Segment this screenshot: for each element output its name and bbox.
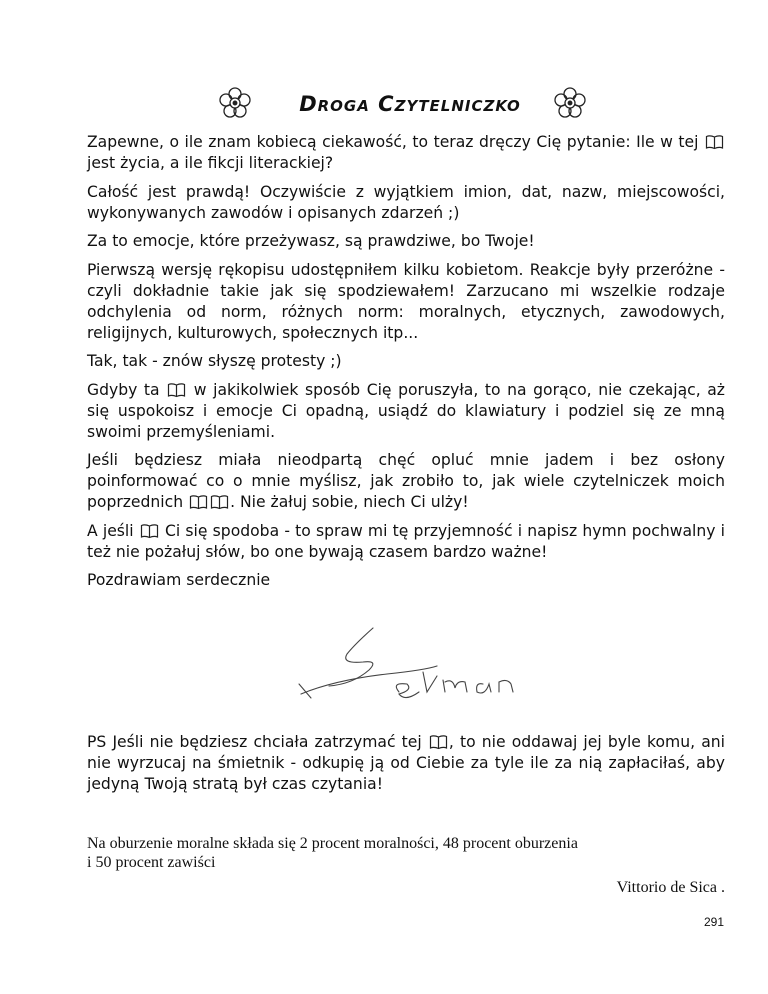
handwritten-signature bbox=[295, 622, 520, 718]
paragraph-text: Jeśli będziesz miała nieodpartą chęć opluć mnie jadem i bez osłony poinformować co o mnie myślisz, jak zrobiło to, jak wiele czytelniczek moich poprzednich bbox=[87, 451, 725, 511]
open-book-icon bbox=[167, 382, 186, 398]
closing-greeting: Pozdrawiam serdecznie bbox=[87, 571, 271, 589]
paragraph-text: Gdyby ta bbox=[87, 380, 160, 399]
paragraph-text: A jeśli bbox=[87, 521, 134, 540]
open-book-icon bbox=[140, 523, 159, 539]
paragraph-4: Pierwszą wersję rękopisu udostępniłem kilku kobietom. Reakcje były przeróżne - czyli dokładnie takie jak się spodziewałem! Zarzucano mi wszelkie rodzaje odchylenia od norm, różnych norm: moralnych, etycznych, zawodowych, religijnych, kulturowych, społecznych itp... bbox=[87, 260, 725, 342]
postscript-text: PS Jeśli nie będziesz chciała zatrzymać tej bbox=[87, 733, 422, 751]
paragraph-5: Tak, tak - znów słyszę protesty ;) bbox=[87, 352, 342, 370]
paragraph-2: Całość jest prawdą! Oczywiście z wyjątkiem imion, dat, nazw, miejscowości, wykonywanych zawodów i opisanych zdarzeń ;) bbox=[87, 182, 725, 222]
paragraph-1 bbox=[87, 132, 725, 174]
open-book-icon bbox=[429, 734, 448, 750]
page-number: 291 bbox=[703, 915, 724, 929]
quote-author: Vittorio de Sica . bbox=[616, 879, 725, 896]
paragraph-text: Ci się spodoba - to spraw mi tę przyjemność i napisz hymn pochwalny i też nie pożałuj słów, bo one bywają czasem bardzo ważne! bbox=[87, 521, 725, 561]
quote-block bbox=[87, 834, 727, 872]
quote-line: i 50 procent zawiści bbox=[87, 854, 216, 871]
paragraph-text: w jakikolwiek sposób Cię poruszyła, to na gorąco, nie czekając, aż się uspokoisz i emocje Ci opadną, usiądź do klawiatury i podziel się ze mną swoimi przemyśleniami. bbox=[87, 380, 725, 441]
paragraph-text: Zapewne, o ile znam kobiecą ciekawość, to teraz dręczy Cię pytanie: Ile w tej bbox=[87, 133, 699, 151]
paragraph-text: jest życia, a ile fikcji literackiej? bbox=[87, 154, 334, 172]
open-book-icon bbox=[210, 494, 229, 510]
postscript bbox=[87, 732, 725, 795]
flower-ornament-icon bbox=[218, 86, 252, 120]
paragraph-3: Za to emocje, które przeżywasz, są prawdziwe, bo Twoje! bbox=[87, 232, 535, 250]
page-header bbox=[0, 80, 768, 128]
quote-line: Na oburzenie moralne składa się 2 procent moralności, 48 procent oburzenia bbox=[87, 835, 578, 852]
open-book-icon bbox=[189, 494, 208, 510]
open-book-icon bbox=[705, 134, 724, 150]
letter-body bbox=[87, 132, 725, 599]
page-title: Droga Czytelniczko bbox=[299, 92, 521, 116]
paragraph-7 bbox=[87, 450, 725, 513]
postscript-text: , to nie oddawaj jej byle komu, ani nie wyrzucaj na śmietnik - odkupię ją od Ciebie za tyle ile za nią zapłaciłaś, aby jedyną Twoją stratą był czas czytania! bbox=[87, 733, 725, 793]
flower-ornament-icon bbox=[553, 86, 587, 120]
paragraph-text: . Nie żałuj sobie, niech Ci ulży! bbox=[230, 493, 469, 511]
paragraph-6 bbox=[87, 380, 725, 443]
paragraph-8 bbox=[87, 521, 725, 563]
